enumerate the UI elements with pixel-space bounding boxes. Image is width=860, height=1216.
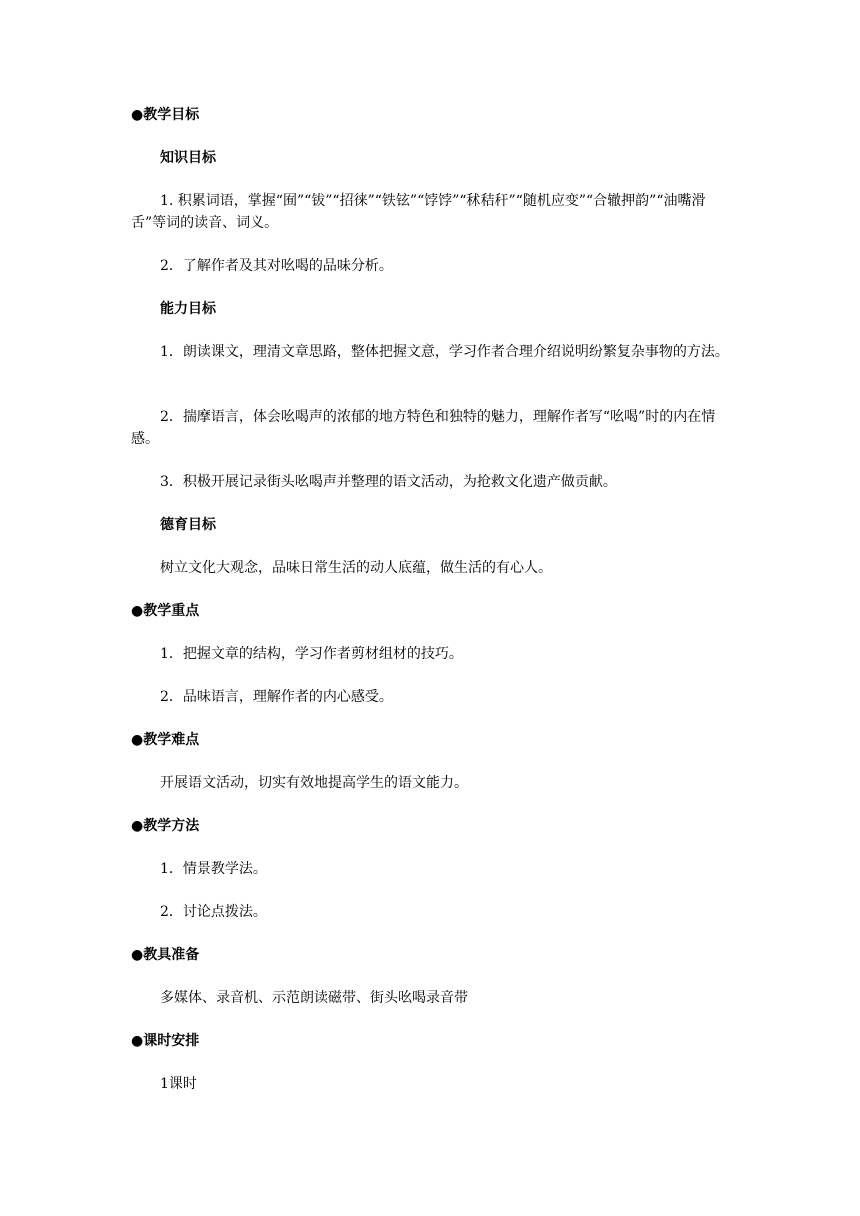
ability-item-2: 2．揣摩语言，体会吆喝声的浓郁的地方特色和独特的魅力，理解作者写“吆喝”时的内在情感。 xyxy=(131,409,716,447)
knowledge-item-2: 2．了解作者及其对吆喝的品味分析。 xyxy=(160,258,393,274)
ability-item-3: 3．积极开展记录街头吆喝声并整理的语文活动，为抢救文化遗产做贡献。 xyxy=(160,474,617,490)
schedule-heading: ●课时安排 xyxy=(131,1033,200,1049)
key-point-item-2: 2．品味语言，理解作者的内心感受。 xyxy=(160,689,393,705)
key-points-heading: ●教学重点 xyxy=(131,603,200,619)
materials-text: 多媒体、录音机、示范朗读磁带、街头吆喝录音带 xyxy=(160,990,468,1006)
ability-item-1: 1．朗读课文，理清文章思路，整体把握文意，学习作者合理介绍说明纷繁复杂事物的方法。 xyxy=(160,344,729,360)
materials-heading: ●教具准备 xyxy=(131,947,200,963)
moral-objectives-text: 树立文化大观念，品味日常生活的动人底蕴，做生活的有心人。 xyxy=(160,560,552,576)
difficulties-heading: ●教学难点 xyxy=(131,732,200,748)
method-item-2: 2．讨论点拨法。 xyxy=(160,904,267,920)
objectives-heading: ●教学目标 xyxy=(131,107,200,123)
schedule-text: 1课时 xyxy=(160,1076,197,1092)
difficulties-text: 开展语文活动，切实有效地提高学生的语文能力。 xyxy=(160,775,468,791)
method-item-1: 1．情景教学法。 xyxy=(160,861,267,877)
ability-objectives-heading: 能力目标 xyxy=(160,301,216,317)
moral-objectives-heading: 德育目标 xyxy=(160,517,216,533)
knowledge-item-1: 1. 积累词语，掌握“囿”“钹”“招徕”“铁铉”“饽饽”“秫秸秆”“随机应变”“合辙押韵”“油嘴滑舌”等词的读音、词义。 xyxy=(131,193,706,231)
knowledge-objectives-heading: 知识目标 xyxy=(160,150,216,166)
key-point-item-1: 1．把握文章的结构，学习作者剪材组材的技巧。 xyxy=(160,646,463,662)
methods-heading: ●教学方法 xyxy=(131,818,200,834)
